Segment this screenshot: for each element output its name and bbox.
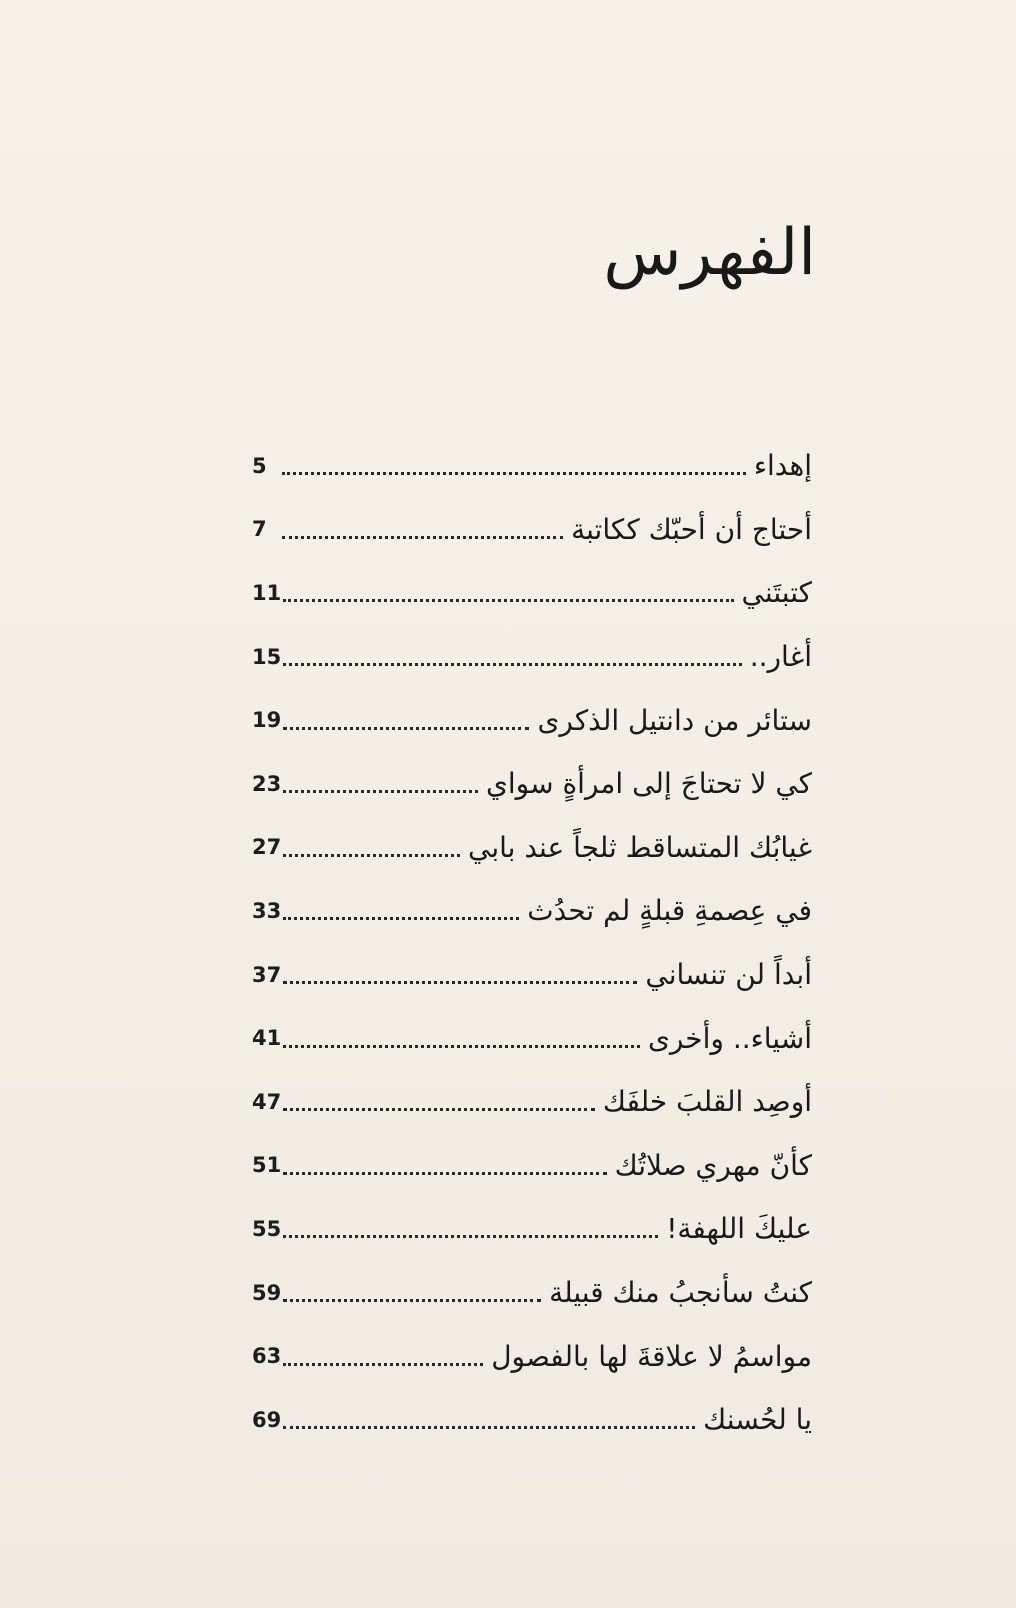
toc-entry: [252, 561, 812, 625]
toc-page-number: 19: [252, 708, 282, 733]
dot-leader: [283, 1363, 483, 1366]
dot-leader: [283, 790, 478, 793]
dot-leader: [283, 1172, 606, 1175]
toc-entry: [252, 688, 812, 752]
toc-page-number: 7: [252, 517, 267, 542]
dot-leader: [283, 1299, 541, 1302]
toc-entry-title: ستائر من دانتيل الذكرى: [537, 703, 812, 737]
table-of-contents: [252, 434, 812, 1452]
toc-entry-title: كي لا تحتاجَ إلى امرأةٍ سواي: [485, 767, 812, 801]
toc-entry: [252, 879, 812, 943]
toc-page-number: 69: [252, 1407, 282, 1432]
toc-page-number: 55: [252, 1216, 282, 1241]
dot-leader: [283, 1045, 640, 1048]
toc-entry-title: إهداء: [753, 449, 812, 483]
toc-page-number: 59: [252, 1280, 282, 1305]
toc-entry: [252, 1006, 812, 1070]
dot-leader: [283, 1108, 595, 1111]
toc-page-number: 33: [252, 898, 282, 923]
toc-page-number: 23: [252, 771, 282, 796]
toc-entry: [252, 752, 812, 816]
dot-leader: [283, 917, 519, 920]
toc-entry-title: يا لحُسنك: [703, 1403, 812, 1437]
toc-page-number: 37: [252, 962, 282, 987]
toc-entry: [252, 816, 812, 880]
toc-entry-title: مواسمُ لا علاقةَ لها بالفصول: [491, 1339, 812, 1373]
toc-entry: [252, 1197, 812, 1261]
toc-entry-title: كأنّ مهري صلاتُك: [614, 1148, 812, 1182]
dot-leader: [282, 472, 746, 475]
toc-entry: [252, 943, 812, 1007]
toc-entry-title: كنتُ سأنجبُ منك قبيلة: [549, 1276, 812, 1310]
toc-entry-title: أشياء.. وأخرى: [647, 1021, 812, 1055]
toc-entry: [252, 1324, 812, 1388]
toc-page-number: 27: [252, 835, 282, 860]
toc-page-number: 15: [252, 644, 282, 669]
toc-page-number: 51: [252, 1153, 282, 1178]
toc-entry-title: في عِصمةِ قبلةٍ لم تحدُث: [527, 894, 812, 928]
toc-entry-title: عليكَ اللهفة!: [666, 1212, 812, 1246]
toc-entry: [252, 1261, 812, 1325]
toc-page-number: 5: [252, 453, 267, 478]
toc-entry-title: غيابُك المتساقط ثلجاً عند بابي: [467, 830, 812, 864]
toc-entry-title: أوصِد القلبَ خلفَك: [602, 1085, 812, 1119]
toc-entry: [252, 434, 812, 498]
toc-entry-title: أحتاج أن أحبّك ككاتبة: [571, 512, 812, 546]
page-title: الفهرس: [603, 216, 816, 290]
dot-leader: [283, 854, 460, 857]
dot-leader: [283, 599, 733, 602]
dot-leader: [283, 1426, 695, 1429]
toc-page-number: 11: [252, 580, 282, 605]
dot-leader: [283, 1235, 658, 1238]
toc-page-number: 47: [252, 1089, 282, 1114]
toc-page-number: 41: [252, 1026, 282, 1051]
toc-entry: [252, 625, 812, 689]
toc-page-number: 63: [252, 1344, 282, 1369]
toc-entry: [252, 498, 812, 562]
toc-entry: [252, 1070, 812, 1134]
toc-entry-title: أغار..: [749, 640, 812, 674]
dot-leader: [283, 663, 741, 666]
toc-entry-title: أبداً لن تنساني: [645, 958, 812, 992]
toc-entry-title: كتبتَني: [741, 576, 812, 610]
dot-leader: [282, 536, 563, 539]
toc-entry: [252, 1134, 812, 1198]
dot-leader: [283, 981, 637, 984]
dot-leader: [283, 727, 529, 730]
toc-entry: [252, 1388, 812, 1452]
